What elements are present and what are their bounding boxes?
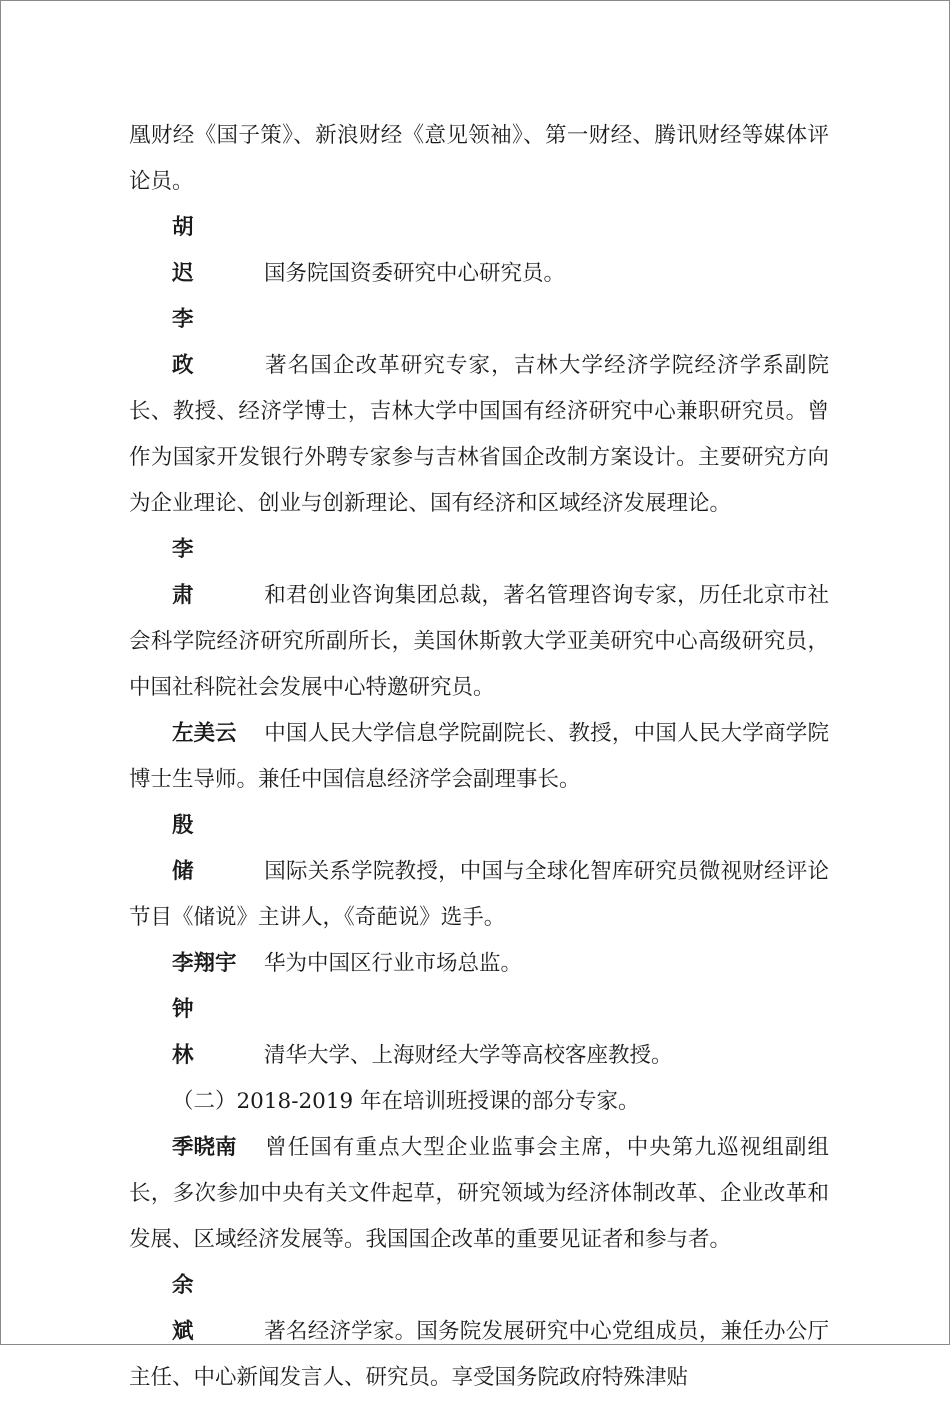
expert-entry bbox=[129, 711, 829, 803]
expert-name: 胡 迟 bbox=[172, 215, 213, 286]
intro-text: 凰财经《国子策》、新浪财经《意见领袖》、第一财经、腾讯财经等媒体评论员。 bbox=[129, 123, 829, 194]
expert-entry bbox=[129, 1263, 829, 1401]
expert-name: 李翔宇 bbox=[172, 951, 237, 976]
expert-name: 左美云 bbox=[172, 721, 237, 746]
expert-entry bbox=[129, 803, 829, 941]
section-heading bbox=[129, 1079, 829, 1125]
expert-desc: 清华大学、上海财经大学等高校客座教授。 bbox=[264, 1043, 673, 1068]
expert-name: 钟 林 bbox=[172, 997, 213, 1068]
expert-entry bbox=[129, 1125, 829, 1263]
expert-desc: 曾任国有重点大型企业监事会主席，中央第九巡视组副组长，多次参加中央有关文件起草，研究领域为经济体制改革、企业改革和发展、区域经济发展等。我国国企改革的重要见证者和参与者。 bbox=[129, 1135, 829, 1252]
expert-name: 李 肃 bbox=[172, 537, 213, 608]
expert-name: 殷 储 bbox=[172, 813, 213, 884]
expert-name: 李 政 bbox=[172, 307, 213, 378]
document-body bbox=[129, 113, 829, 1401]
section-heading-text: （二）2018-2019 年在培训班授课的部分专家。 bbox=[172, 1089, 640, 1114]
expert-desc: 和君创业咨询集团总裁，著名管理咨询专家，历任北京市社会科学院经济研究所副所长，美国休斯敦大学亚美研究中心高级研究员，中国社科院社会发展中心特邀研究员。 bbox=[129, 583, 829, 700]
expert-desc: 国务院国资委研究中心研究员。 bbox=[264, 261, 566, 286]
expert-name: 余 斌 bbox=[172, 1273, 213, 1344]
expert-desc: 华为中国区行业市场总监。 bbox=[264, 951, 523, 976]
intro-paragraph bbox=[129, 113, 829, 205]
expert-entry bbox=[129, 205, 829, 297]
expert-entry bbox=[129, 527, 829, 711]
expert-entry bbox=[129, 987, 829, 1079]
expert-entry bbox=[129, 297, 829, 527]
expert-entry bbox=[129, 941, 829, 987]
expert-name: 季晓南 bbox=[172, 1135, 237, 1160]
expert-desc: 国际关系学院教授，中国与全球化智库研究员微视财经评论节目《储说》主讲人，《奇葩说》选手。 bbox=[129, 859, 829, 930]
expert-desc: 著名经济学家。国务院发展研究中心党组成员，兼任办公厅主任、中心新闻发言人、研究员。享受国务院政府特殊津贴 bbox=[129, 1319, 829, 1390]
expert-desc: 著名国企改革研究专家，吉林大学经济学院经济学系副院长、教授、经济学博士，吉林大学中国国有经济研究中心兼职研究员。曾作为国家开发银行外聘专家参与吉林省国企改制方案设计。主要研究方向为企业理论、创业与创新理论、国有经济和区域经济发展理论。 bbox=[129, 353, 829, 516]
expert-desc: 中国人民大学信息学院副院长、教授，中国人民大学商学院博士生导师。兼任中国信息经济学会副理事长。 bbox=[129, 721, 829, 792]
